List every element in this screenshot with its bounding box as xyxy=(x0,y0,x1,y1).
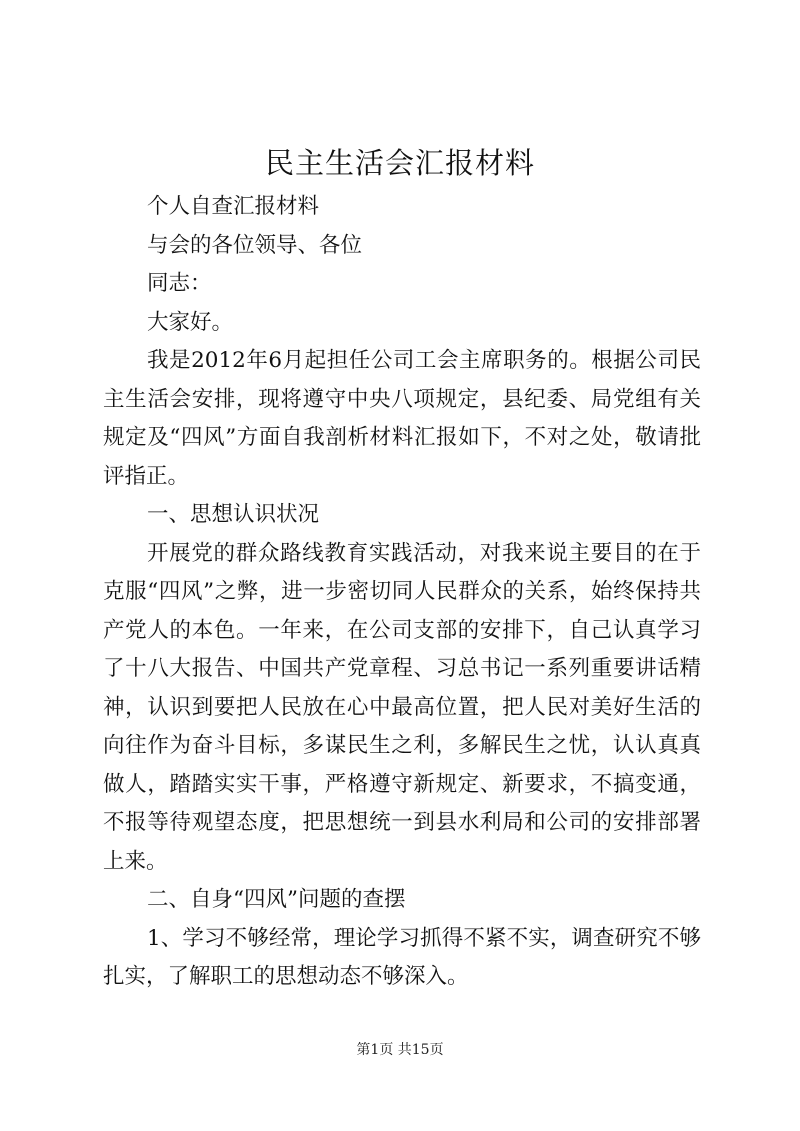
paragraph-ideology: 开展党的群众路线教育实践活动，对我来说主要目的在于克服“四风”之弊，进一步密切同人民群众的关系，始终保持共产党人的本色。一年来，在公司支部的安排下，自己认真学习了十八大报告、中国共产党章程、习总书记一系列重要讲话精神，认识到要把人民放在心中最高位置，把人民对美好生活的向往作为奋斗目标，多谋民生之利，多解民生之忧，认认真真做人，踏踏实实干事，严格遵守新规定、新要求，不搞变通，不报等待观望态度，把思想统一到县水利局和公司的安排部署上来。 xyxy=(103,540,701,874)
paragraph-introduction: 我是2012年6月起担任公司工会主席职务的。根据公司民主生活会安排，现将遵守中央八项规定，县纪委、局党组有关规定及“四风”方面自我剖析材料汇报如下，不对之处，敬请批评指正。 xyxy=(103,348,701,489)
section-heading-1: 一、思想认识状况 xyxy=(147,502,320,527)
document-body xyxy=(103,188,701,997)
page-number-footer: 第1页 共15页 xyxy=(356,1042,444,1058)
paragraph-salutation: 与会的各位领导、各位 xyxy=(147,232,363,258)
paragraph-issue-1: 1、学习不够经常，理论学习抓得不紧不实，调查研究不够扎实，了解职工的思想动态不够深入。 xyxy=(103,925,701,989)
paragraph-salutation-comrades: 同志： xyxy=(147,271,212,296)
paragraph-self-check-heading: 个人自查汇报材料 xyxy=(147,194,320,219)
paragraph-greeting: 大家好。 xyxy=(147,309,234,335)
section-heading-2: 二、自身“四风”问题的查摆 xyxy=(147,887,406,912)
document-title: 民主生活会汇报材料 xyxy=(264,146,535,180)
